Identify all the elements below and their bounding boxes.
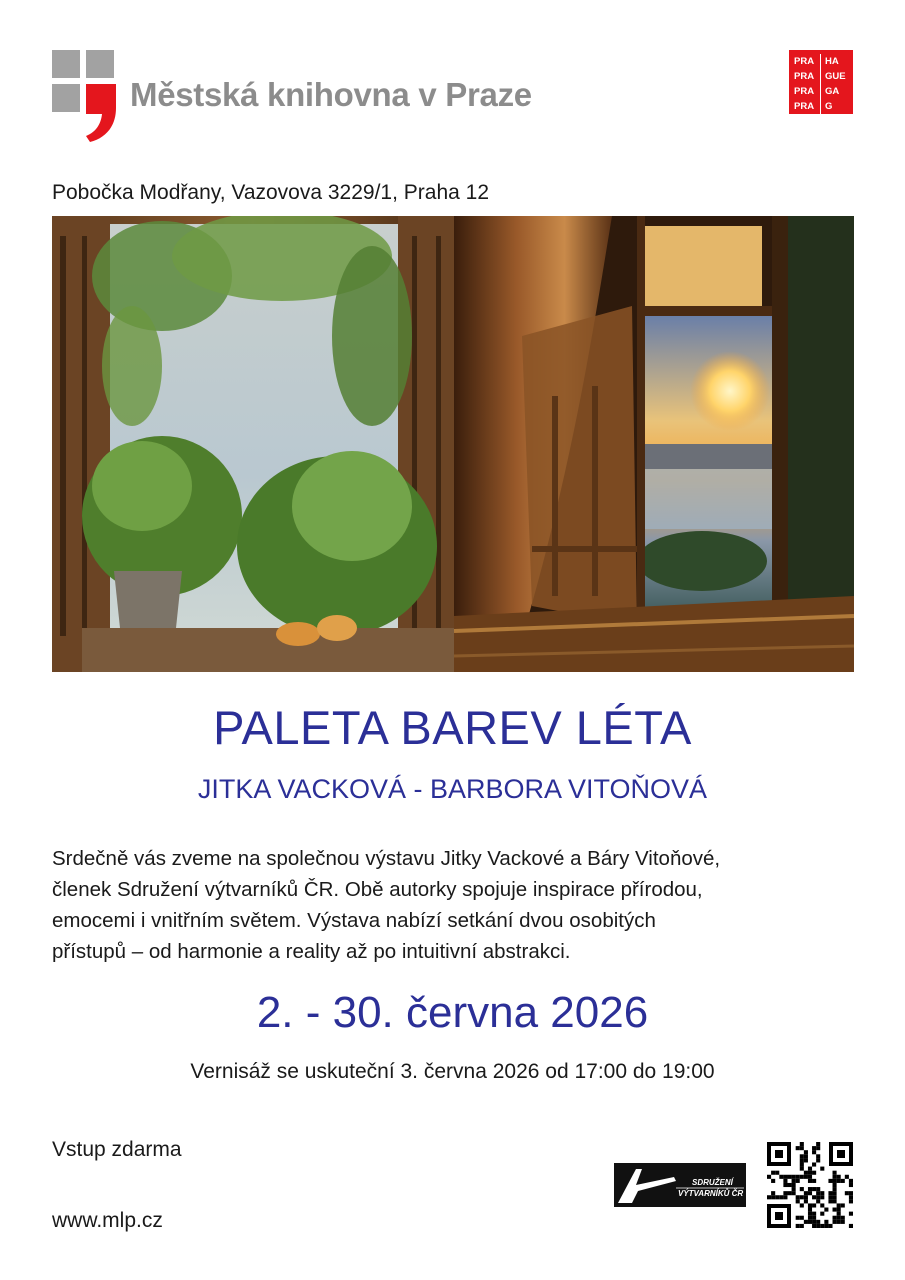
website-link[interactable]: www.mlp.cz (52, 1209, 163, 1232)
praha-badge-left: PRA (794, 84, 821, 99)
description-line: členek Sdružení výtvarníků ČR. Obě autorky spojuje inspirace přírodou, (52, 878, 703, 901)
event-artists: JITKA VACKOVÁ - BARBORA VITOŇOVÁ (197, 774, 708, 804)
praha-badge-right: GA (825, 86, 840, 97)
praha-badge-right: GUE (825, 71, 846, 82)
praha-badge-left: PRA (794, 54, 821, 69)
description-line: přístupů – od harmonie a reality až po intuitivní abstrakci. (52, 940, 571, 963)
praha-logo (789, 50, 853, 114)
left-painting (52, 216, 454, 672)
vernissage-info: Vernisáž se uskuteční 3. června 2026 od 17:00 do 19:00 (190, 1060, 715, 1083)
event-description (52, 843, 872, 967)
right-painting (454, 216, 854, 672)
branch-address: Pobočka Modřany, Vazovova 3229/1, Praha 12 (52, 181, 490, 204)
qr-code[interactable] (767, 1142, 853, 1228)
entry-info: Vstup zdarma (52, 1138, 182, 1161)
praha-badge-left: PRA (794, 99, 821, 114)
event-dates: 2. - 30. června 2026 (256, 988, 649, 1037)
hero-image (52, 216, 854, 672)
library-name: Městská knihovna v Praze (130, 76, 532, 113)
praha-badge-right: G (825, 101, 833, 112)
svc-logo-line: SDRUŽENÍ (692, 1178, 733, 1187)
svc-logo (614, 1163, 746, 1207)
svc-logo-line: VÝTVARNÍKŮ ČR (678, 1189, 744, 1198)
praha-badge-left: PRA (794, 69, 821, 84)
description-line: emocemi i vnitřním světem. Výstava nabízí setkání dvou osobitých (52, 909, 656, 932)
event-title: PALETA BAREV LÉTA (213, 701, 692, 754)
description-line: Srdečně vás zveme na společnou výstavu Jitky Vackové a Báry Vitoňové, (52, 847, 721, 870)
library-logo-mark (52, 50, 118, 142)
praha-badge-right: HA (825, 56, 839, 67)
